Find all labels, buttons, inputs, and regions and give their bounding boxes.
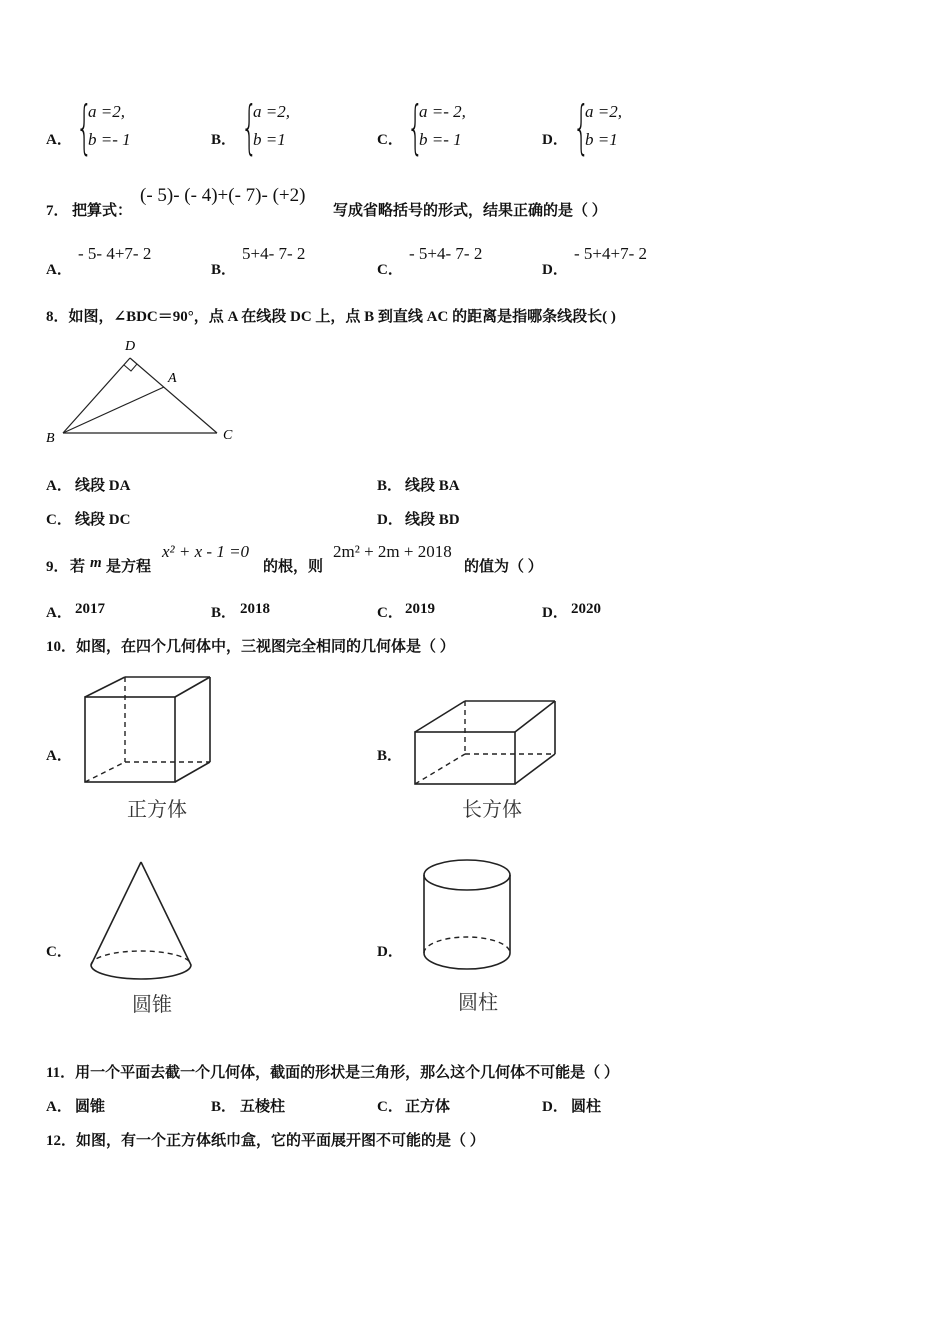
segment-bd	[63, 358, 130, 433]
cylinder-figure	[420, 857, 520, 987]
q11-option-a-label: A．	[46, 1099, 72, 1115]
brace-icon: {	[407, 93, 424, 161]
label-c: C	[223, 428, 233, 443]
q6-option-a-line2: b =- 1	[88, 130, 131, 149]
q8-option-d-text: 线段 BD	[405, 512, 460, 528]
q6-option-d-line1: a =2,	[585, 102, 622, 121]
q11-option-d-text: 圆柱	[571, 1099, 602, 1115]
q7-option-b-expr: 5+4- 7- 2	[242, 244, 306, 263]
q10-option-b-caption: 长方体	[462, 797, 522, 821]
q7-option-c-label: C．	[377, 262, 403, 278]
q8-option-c-text: 线段 DC	[75, 512, 131, 528]
q9-mid1: 是方程	[106, 559, 152, 575]
cube-figure	[80, 672, 220, 792]
q6-option-b-line2: b =1	[253, 130, 286, 149]
q10-option-c-caption: 圆锥	[132, 992, 172, 1016]
cuboid-figure	[410, 697, 560, 792]
q8-option-d-label: D．	[377, 512, 403, 528]
q9-number: 9．	[46, 559, 69, 575]
q9-expression: 2m² + 2m + 2018	[333, 542, 452, 561]
segment-dc	[130, 358, 217, 433]
q10-option-c-label: C．	[46, 944, 72, 960]
q8-option-a-label: A．	[46, 478, 72, 494]
cone-figure	[86, 858, 196, 988]
q7-number: 7．	[46, 203, 69, 219]
q9-mid2: 的根，则	[263, 559, 324, 575]
q9-option-c-text: 2019	[405, 601, 435, 617]
q6-option-b-label: B．	[211, 132, 237, 148]
q8-option-c-label: C．	[46, 512, 72, 528]
q11-option-a-text: 圆锥	[75, 1099, 106, 1115]
q8-option-b-text: 线段 BA	[405, 478, 460, 494]
q8-text: 8．如图，∠BDC＝90°，点 A 在线段 DC 上，点 B 到直线 AC 的距离是指哪条线段长( )	[46, 309, 616, 325]
q7-option-a-label: A．	[46, 262, 72, 278]
q6-option-c-line2: b =- 1	[419, 130, 462, 149]
q9-option-b-text: 2018	[240, 601, 270, 617]
q9-equation: x² + x - 1 =0	[162, 542, 250, 561]
q10-option-a-caption: 正方体	[127, 797, 187, 821]
q6-option-c-line1: a =- 2,	[419, 102, 466, 121]
label-d: D	[125, 339, 136, 354]
segment-ba	[63, 387, 164, 433]
q8-option-a-text: 线段 DA	[75, 478, 131, 494]
q9-var: m	[90, 555, 102, 571]
q11-option-c-label: C．	[377, 1099, 403, 1115]
brace-icon: {	[76, 93, 93, 161]
q9-suffix: 的值为（ ）	[464, 559, 543, 575]
q9-option-d-text: 2020	[571, 601, 601, 617]
right-angle-mark	[124, 364, 137, 371]
q7-prefix: 把算式：	[72, 203, 133, 219]
q6-option-d-label: D．	[542, 132, 568, 148]
q11-option-b-text: 五棱柱	[240, 1099, 286, 1115]
q6-option-a-label: A．	[46, 132, 72, 148]
q7-option-a-expr: - 5- 4+7- 2	[78, 244, 152, 263]
q6-option-b-line1: a =2,	[253, 102, 290, 121]
q6-option-c-label: C．	[377, 132, 403, 148]
q8-option-b-label: B．	[377, 478, 403, 494]
q9-option-a-text: 2017	[75, 601, 105, 617]
q10-option-d-label: D．	[377, 944, 403, 960]
q7-suffix: 写成省略括号的形式，结果正确的是（ ）	[333, 203, 607, 219]
q9-option-c-label: C．	[377, 605, 403, 621]
q6-option-d-line2: b =1	[585, 130, 618, 149]
q7-option-b-label: B．	[211, 262, 237, 278]
q8-triangle-figure	[40, 332, 250, 447]
q10-text: 10．如图，在四个几何体中，三视图完全相同的几何体是（ ）	[46, 639, 455, 655]
q11-option-c-text: 正方体	[405, 1099, 451, 1115]
q10-option-d-caption: 圆柱	[458, 990, 498, 1014]
q7-option-d-label: D．	[542, 262, 568, 278]
q9-prefix: 若	[70, 559, 86, 575]
q11-option-b-label: B．	[211, 1099, 237, 1115]
q11-option-d-label: D．	[542, 1099, 568, 1115]
brace-icon: {	[241, 93, 258, 161]
q7-expression: (- 5)- (- 4)+(- 7)- (+2)	[140, 185, 306, 206]
q6-option-a-line1: a =2,	[88, 102, 125, 121]
q12-text: 12．如图，有一个正方体纸巾盒，它的平面展开图不可能的是（ ）	[46, 1133, 485, 1149]
q9-option-b-label: B．	[211, 605, 237, 621]
q9-option-a-label: A．	[46, 605, 72, 621]
label-b: B	[46, 431, 55, 446]
label-a: A	[168, 371, 177, 386]
q11-text: 11．用一个平面去截一个几何体，截面的形状是三角形，那么这个几何体不可能是（ ）	[46, 1065, 619, 1081]
q10-option-a-label: A．	[46, 748, 72, 764]
q10-option-b-label: B．	[377, 748, 403, 764]
q9-option-d-label: D．	[542, 605, 568, 621]
brace-icon: {	[573, 93, 590, 161]
q7-option-c-expr: - 5+4- 7- 2	[409, 244, 483, 263]
q7-option-d-expr: - 5+4+7- 2	[574, 244, 647, 263]
